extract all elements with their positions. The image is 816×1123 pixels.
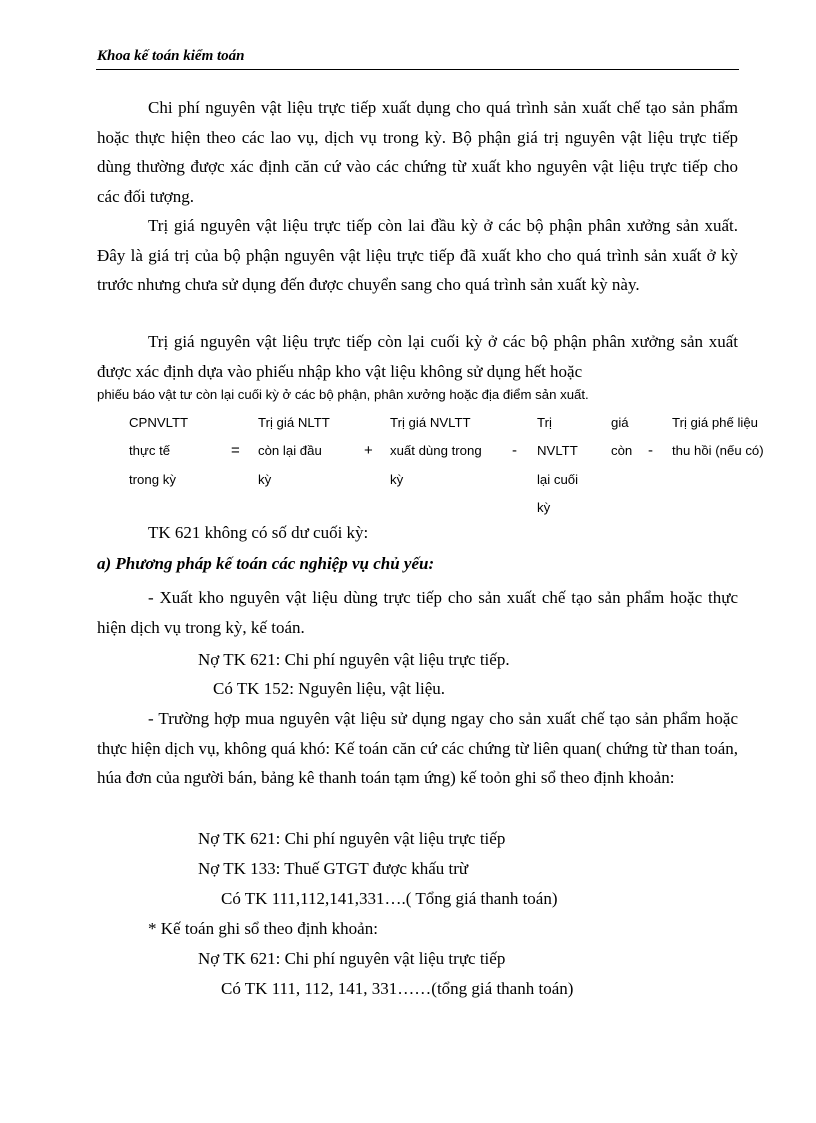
formula-term-nvltt-xuat-dung xyxy=(390,409,482,494)
formula-term4b-line2: còn xyxy=(611,443,633,459)
paragraph-2: Trị giá nguyên vật liệu trực tiếp còn lai đầu kỳ ở các bộ phận phân xưởng sản xuất. Đây là giá trị của bộ phận nguyên vật liệu trực tiếp đã xuất kho cho quá trình sản xuất ở kỳ trước nhưng chưa sử dụng đến được chuyển sang cho quá trình sản xuất kỳ này. xyxy=(97,216,738,294)
entry1-credit: Có TK 152: Nguyên liệu, vật liệu. xyxy=(213,679,445,698)
small-continuation-line: phiếu báo vật tư còn lại cuối kỳ ở các bộ phận, phân xưởng hoặc địa điểm sản xuất. xyxy=(97,387,589,402)
formula-term4-line2: NVLTT xyxy=(537,443,578,459)
entry2-debit-2: Nợ TK 133: Thuế GTGT được khấu trừ xyxy=(198,859,469,878)
formula-term4-line4: kỳ xyxy=(537,499,551,515)
formula-term2-line1: Trị giá NLTT xyxy=(258,415,330,430)
body-paragraph-2: - Trường hợp mua nguyên vật liệu sử dụng ngay cho sản xuất chế tạo sản phẩm hoặc thực hiện dịch vụ, không quá khó: Kế toán căn cứ các chứng từ liên quan( chứng từ than toán, húa đơn của người bán, bảng kê thanh toán tạm ứng) kế toỏn ghi sổ theo định khoản: xyxy=(97,709,738,787)
formula-term-cpnvltt xyxy=(129,409,188,494)
formula-term4-right xyxy=(611,409,632,466)
body-paragraph-3: * Kế toán ghi sổ theo định khoản: xyxy=(148,919,378,938)
formula-term-nvltt-cuoi-ky xyxy=(537,409,578,522)
entry3-credit: Có TK 111, 112, 141, 331……(tổng giá thanh toán) xyxy=(221,979,574,998)
paragraph-3: Trị giá nguyên vật liệu trực tiếp còn lại cuối kỳ ở các bộ phận phân xưởng sản xuất được xác định dựa vào phiếu nhập kho vật liệu không sử dụng hết hoặc xyxy=(97,332,738,381)
entry2-credit: Có TK 111,112,141,331….( Tổng giá thanh toán) xyxy=(221,889,558,908)
formula-minus-2: - xyxy=(648,442,653,459)
page-header-title: Khoa kế toán kiểm toán xyxy=(97,48,245,64)
formula-term-phe-lieu xyxy=(672,409,764,466)
formula-term-nltt-dau-ky xyxy=(258,409,330,494)
formula-term3-line3: kỳ xyxy=(390,471,404,487)
formula-term1-line1: CPNVLTT xyxy=(129,415,189,430)
formula-term5-line1: Trị giá phế liệu xyxy=(672,415,759,430)
formula-term2-line2: còn lại đầu xyxy=(258,443,322,459)
entry2-debit-1: Nợ TK 621: Chi phí nguyên vật liệu trực tiếp xyxy=(198,829,506,848)
formula-term4-line3: lại cuối xyxy=(537,471,579,487)
formula-term1-line3: trong kỳ xyxy=(129,471,176,487)
formula-term5-line2: thu hồi (nếu có) xyxy=(672,443,764,459)
formula-term3-line1: Trị giá NVLTT xyxy=(390,415,471,430)
section-heading: a) Phương pháp kế toán các nghiệp vụ chủ yếu: xyxy=(97,554,435,573)
tk-621-note: TK 621 không có số dư cuối kỳ: xyxy=(148,523,369,542)
formula-plus: + xyxy=(364,442,373,459)
formula-equals: = xyxy=(231,442,240,459)
formula-minus-1: - xyxy=(512,442,517,459)
formula-term4b-line1: giá xyxy=(611,415,629,430)
formula-term1-line2: thực tế xyxy=(129,443,171,459)
formula-term3-line2: xuất dùng trong xyxy=(390,443,482,459)
entry1-debit: Nợ TK 621: Chi phí nguyên vật liệu trực tiếp. xyxy=(198,650,510,669)
body-paragraph-1: - Xuất kho nguyên vật liệu dùng trực tiếp cho sản xuất chế tạo sản phẩm hoặc thực hiện dịch vụ trong kỳ, kế toán. xyxy=(97,588,738,637)
formula-term4-line1: Trị xyxy=(537,415,552,430)
header-rule xyxy=(96,69,739,70)
paragraph-1: Chi phí nguyên vật liệu trực tiếp xuất dụng cho quá trình sản xuất chế tạo sản phẩm hoặc thực hiện theo các lao vụ, dịch vụ trong kỳ. Bộ phận giá trị nguyên vật liệu trực tiếp dùng thường được xác định căn cứ vào các chứng từ xuất kho nguyên vật liệu trực tiếp cho các đối tượng. xyxy=(97,98,738,206)
entry3-debit: Nợ TK 621: Chi phí nguyên vật liệu trực tiếp xyxy=(198,949,506,968)
formula-term2-line3: kỳ xyxy=(258,471,272,487)
